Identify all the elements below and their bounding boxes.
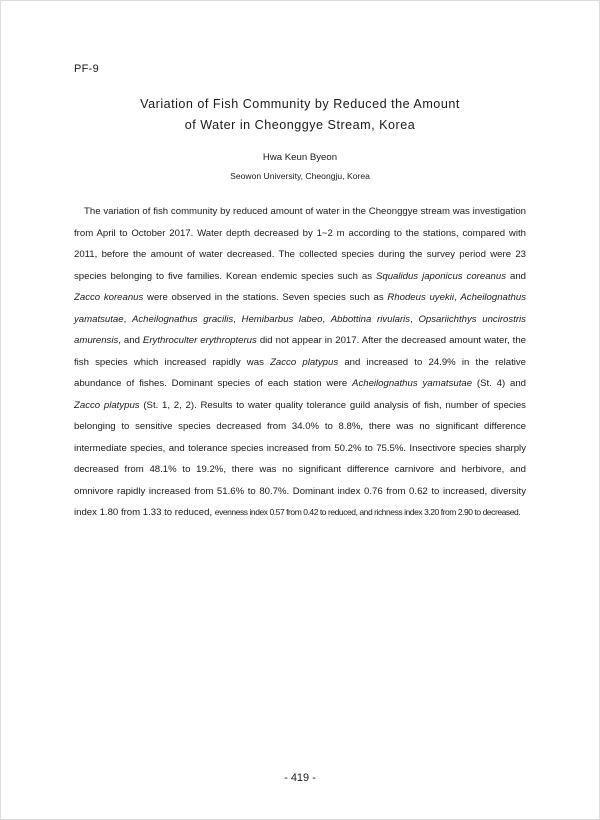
author-name: Hwa Keun Byeon — [262, 152, 338, 163]
abstract-text: The variation of fish community by reduced amount of water in the Cheonggye stream was investigation from April to October 2017. Water depth decreased by 1~2 m according to the stations, compared with 2011, before the amount of water decreased. The collected species during the survey period were 23 species belonging to five families. Korean endemic species such as — [74, 206, 526, 282]
species-name: Erythroculter erythropterus — [142, 335, 257, 346]
abstract-text: , — [410, 313, 419, 325]
paper-title — [60, 94, 540, 136]
abstract-body — [74, 201, 526, 524]
abstract-text: , — [123, 313, 132, 325]
species-name: Hemibarbus labeo — [241, 313, 323, 325]
abstract-text: and increased to 24.9% in the relative abundance of fishes. Dominant species of each station were — [74, 356, 527, 389]
species-name: Zacco platypus — [270, 356, 339, 368]
species-name: Zacco platypus — [74, 399, 140, 411]
abstract-text: , — [322, 313, 331, 325]
abstract-last-line: evenness index 0.57 from 0.42 to reduced, and richness index 3.20 from 2.90 to decreased. — [214, 507, 521, 517]
abstract-text: , and — [118, 335, 143, 346]
species-name: Acheilognathus yamatsutae — [352, 378, 473, 389]
species-name: Squalidus japonicus coreanus — [375, 270, 507, 282]
species-name: Acheilognathus yamatsutae — [74, 292, 527, 325]
abstract-text: were observed in the stations. Seven species such as — [143, 292, 388, 303]
author-affiliation: Seowon University, Cheongju, Korea — [230, 171, 370, 181]
abstract-text: (St. 1, 2, 2). Results to water quality tolerance guild analysis of fish, number of species belonging to sensitive species decreased from 34.0% to 8.8%, there was no significant difference intermediate species, and tolerance species increased from 50.2% to 75.5%. Insectivore species sharply decreased from 48.1% to 19.2%, there was no significant difference carnivore and herbivore, and omnivore rapidly increased from 51.6% to 80.7%. Dominant index 0.76 from 0.62 to increased, diversity index 1.80 from 1.33 to reduced, — [74, 399, 526, 518]
species-name: Rhodeus uyekii — [387, 292, 455, 303]
session-code: PF-9 — [74, 63, 100, 75]
species-name: Opsariichthys uncirostris amurensis — [74, 313, 526, 346]
abstract-text: (St. 4) and — [472, 378, 526, 389]
abstract-text: and — [506, 270, 526, 282]
abstract-text: , — [233, 313, 242, 325]
title-line-2: of Water in Cheonggye Stream, Korea — [184, 118, 416, 132]
species-name: Zacco koreanus — [74, 292, 144, 303]
species-name: Abbottina rivularis — [330, 313, 411, 325]
species-name: Acheilognathus gracilis — [131, 313, 234, 325]
page-number: - 419 - — [284, 772, 316, 784]
title-line-1: Variation of Fish Community by Reduced the Amount — [140, 97, 460, 111]
abstract-text: did not appear in 2017. After the decreased amount water, the fish species which increased rapidly was — [74, 335, 526, 368]
abstract-text: , — [454, 292, 461, 303]
